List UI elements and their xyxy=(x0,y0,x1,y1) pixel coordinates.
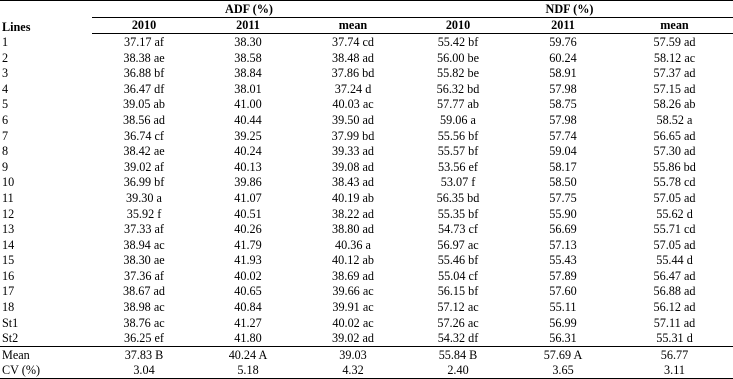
adf-2010-cell: 36.74 cf xyxy=(124,128,164,143)
ndf-mean-cell: 55.78 cd xyxy=(653,175,696,190)
line-label: 2 xyxy=(2,50,9,65)
adf-2011-cell: 40.44 xyxy=(234,112,262,127)
line-label: 18 xyxy=(2,300,15,315)
ndf-2011-cell: 57.74 xyxy=(549,128,577,143)
ndf-mean-cell: 56.88 ad xyxy=(653,284,696,299)
adf-mean-cell: 38.69 ad xyxy=(332,268,374,283)
ndf-mean-cell: 58.52 a xyxy=(656,112,693,127)
adf-2010-cell: 37.83 B xyxy=(92,347,196,363)
ndf-2011-cell: 58.50 xyxy=(549,175,577,190)
ndf-2011-cell: 59.04 xyxy=(549,144,577,159)
table-row xyxy=(0,50,733,66)
ndf-group-header: NDF (%) xyxy=(406,1,733,18)
line-label: 12 xyxy=(2,206,15,221)
adf-mean-cell: 38.22 ad xyxy=(332,206,374,221)
ndf-2010-cell: 57.77 ab xyxy=(437,97,479,112)
adf-2010-cell: 38.94 ac xyxy=(123,237,165,252)
table-row xyxy=(0,237,733,253)
lines-header: Lines xyxy=(0,1,92,34)
ndf-2010-cell: 55.35 bf xyxy=(437,206,479,221)
ndf-mean-cell: 56.77 xyxy=(616,347,733,363)
table-row xyxy=(0,97,733,113)
adf-2011-cell: 38.84 xyxy=(234,66,262,81)
ndf-2011-cell: 56.31 xyxy=(549,331,577,346)
adf-mean-cell: 39.50 ad xyxy=(332,112,374,127)
adf-2011-cell: 41.00 xyxy=(234,97,262,112)
line-label: 13 xyxy=(2,222,15,237)
line-label: 4 xyxy=(2,81,9,96)
ndf-2011-cell: 57.13 xyxy=(549,237,577,252)
table-row xyxy=(0,190,733,206)
ndf-mean-cell: 57.05 ad xyxy=(653,190,696,205)
adf-2010-cell: 38.56 ad xyxy=(123,112,165,127)
adf-2010-cell: 3.04 xyxy=(92,363,196,379)
table-row xyxy=(0,315,733,331)
line-label: St2 xyxy=(2,331,19,346)
ndf-2011-cell: 56.69 xyxy=(549,222,577,237)
table-row xyxy=(0,34,733,50)
ndf-2011-cell: 59.76 xyxy=(549,34,577,49)
adf-mean-cell: 39.08 ad xyxy=(332,159,374,174)
ndf-2011-cell: 57.98 xyxy=(549,112,577,127)
table-row xyxy=(0,65,733,81)
ndf-2011-cell: 55.90 xyxy=(549,206,577,221)
ndf-2011-cell: 57.60 xyxy=(549,284,577,299)
line-label: 16 xyxy=(2,268,15,283)
table-row xyxy=(0,81,733,97)
adf-2011-cell: 40.24 xyxy=(234,144,262,159)
ndf-mean-cell: 55.31 d xyxy=(656,331,693,346)
adf-mean-cell: 37.86 bd xyxy=(331,66,375,81)
ndf-2011-cell: 58.75 xyxy=(549,97,577,112)
ndf-2010-cell: 55.56 bf xyxy=(437,128,479,143)
adf-2010-cell: 38.98 ac xyxy=(123,300,165,315)
line-label: 3 xyxy=(2,66,9,81)
ndf-2011-cell: 60.24 xyxy=(549,50,577,65)
ndf-2011-cell: 57.98 xyxy=(549,81,577,96)
ndf-2010-cell: 56.00 be xyxy=(437,50,479,65)
ndf-mean-cell: 55.71 cd xyxy=(653,222,696,237)
ndf-mean-cell: 55.62 d xyxy=(656,206,693,221)
adf-2011-cell: 39.86 xyxy=(234,175,262,190)
adf-2011-cell: 40.65 xyxy=(234,284,262,299)
line-label: St1 xyxy=(2,315,19,330)
table-row xyxy=(0,206,733,222)
mean-row xyxy=(0,347,733,363)
line-label: 10 xyxy=(2,175,15,190)
adf-2010-cell: 36.88 bf xyxy=(123,66,165,81)
ndf-mean-header: mean xyxy=(616,17,733,34)
adf-mean-cell: 40.03 ac xyxy=(332,97,374,112)
ndf-2010-header: 2010 xyxy=(406,17,510,34)
table-row xyxy=(0,159,733,175)
table-body xyxy=(0,34,733,379)
ndf-2011-cell: 55.11 xyxy=(549,300,577,315)
adf-2010-cell: 39.30 a xyxy=(126,190,162,205)
line-label: CV (%) xyxy=(0,363,92,379)
adf-mean-cell: 40.36 a xyxy=(335,237,371,252)
adf-2010-cell: 38.67 ad xyxy=(123,284,165,299)
ndf-mean-cell: 57.11 ad xyxy=(653,315,696,330)
adf-2011-cell: 40.26 xyxy=(234,222,262,237)
ndf-2010-cell: 54.73 cf xyxy=(438,222,478,237)
table-row xyxy=(0,330,733,346)
ndf-2010-cell: 55.82 be xyxy=(437,66,479,81)
ndf-2010-cell: 55.46 bf xyxy=(437,253,479,268)
line-label: 14 xyxy=(2,237,15,252)
ndf-mean-cell: 3.11 xyxy=(616,363,733,379)
adf-2010-cell: 39.05 ab xyxy=(123,97,165,112)
ndf-mean-cell: 56.12 ad xyxy=(653,300,696,315)
line-label: 5 xyxy=(2,97,9,112)
ndf-2011-cell: 58.17 xyxy=(549,159,577,174)
table-row xyxy=(0,284,733,300)
adf-2011-cell: 41.93 xyxy=(234,253,262,268)
ndf-mean-cell: 55.86 bd xyxy=(653,159,696,174)
adf-2011-cell: 40.24 A xyxy=(196,347,300,363)
table-row xyxy=(0,143,733,159)
adf-mean-cell: 40.02 ac xyxy=(332,315,374,330)
line-label: 1 xyxy=(2,34,9,49)
table-row xyxy=(0,299,733,315)
table-row xyxy=(0,128,733,144)
ndf-mean-cell: 57.59 ad xyxy=(653,34,696,49)
adf-2011-cell: 39.25 xyxy=(234,128,262,143)
adf-2011-cell: 41.80 xyxy=(234,331,262,346)
ndf-2010-cell: 2.40 xyxy=(406,363,510,379)
adf-2011-cell: 38.01 xyxy=(234,81,262,96)
ndf-mean-cell: 57.05 ad xyxy=(653,237,696,252)
ndf-2010-cell: 55.42 bf xyxy=(437,34,479,49)
ndf-2011-cell: 57.89 xyxy=(549,268,577,283)
line-label: 9 xyxy=(2,159,9,174)
ndf-2010-cell: 59.06 a xyxy=(440,112,476,127)
table-row xyxy=(0,268,733,284)
ndf-mean-cell: 56.47 ad xyxy=(653,268,696,283)
adf-2010-cell: 37.17 af xyxy=(124,34,164,49)
line-label: 15 xyxy=(2,253,15,268)
adf-2010-cell: 36.25 ef xyxy=(124,331,164,346)
adf-2011-cell: 41.79 xyxy=(234,237,262,252)
adf-group-header: ADF (%) xyxy=(92,1,406,18)
ndf-2010-cell: 55.04 cf xyxy=(438,268,478,283)
ndf-mean-cell: 57.15 ad xyxy=(653,81,696,96)
table-row xyxy=(0,221,733,237)
ndf-mean-cell: 58.26 ab xyxy=(653,97,696,112)
adf-mean-cell: 4.32 xyxy=(300,363,406,379)
ndf-2010-cell: 56.35 bd xyxy=(436,190,480,205)
adf-2011-cell: 40.13 xyxy=(234,159,262,174)
adf-2010-cell: 37.33 af xyxy=(124,222,164,237)
ndf-2010-cell: 56.15 bf xyxy=(437,284,479,299)
line-label: 7 xyxy=(2,128,9,143)
ndf-2011-cell: 56.99 xyxy=(549,315,577,330)
table-header xyxy=(0,1,733,34)
ndf-mean-cell: 58.12 ac xyxy=(653,50,696,65)
line-label: 8 xyxy=(2,144,9,159)
ndf-2010-cell: 56.97 ac xyxy=(437,237,479,252)
adf-mean-cell: 39.33 ad xyxy=(332,144,374,159)
adf-2011-cell: 38.58 xyxy=(234,50,262,65)
adf-2011-header: 2011 xyxy=(196,17,300,34)
ndf-2010-cell: 56.32 bd xyxy=(436,81,480,96)
adf-2010-cell: 35.92 f xyxy=(126,206,162,221)
adf-2010-cell: 36.47 df xyxy=(123,81,165,96)
line-label: 11 xyxy=(2,190,14,205)
ndf-mean-cell: 57.30 ad xyxy=(653,144,696,159)
table-row xyxy=(0,175,733,191)
table-row xyxy=(0,112,733,128)
adf-mean-cell: 38.80 ad xyxy=(332,222,374,237)
adf-mean-cell: 37.99 bd xyxy=(331,128,375,143)
ndf-2011-cell: 3.65 xyxy=(510,363,616,379)
line-label: 17 xyxy=(2,284,15,299)
table-row xyxy=(0,253,733,269)
ndf-2011-cell: 57.75 xyxy=(549,190,577,205)
ndf-2010-cell: 57.12 ac xyxy=(437,300,479,315)
adf-mean-cell: 38.43 ad xyxy=(332,175,374,190)
adf-mean-cell: 38.48 ad xyxy=(332,50,374,65)
adf-mean-cell: 40.19 ab xyxy=(332,190,374,205)
cv-row xyxy=(0,363,733,379)
adf-2010-cell: 39.02 af xyxy=(124,159,164,174)
adf-2010-header: 2010 xyxy=(92,17,196,34)
line-label: Mean xyxy=(0,347,92,363)
ndf-2011-header: 2011 xyxy=(510,17,616,34)
ndf-2010-cell: 55.84 B xyxy=(406,347,510,363)
ndf-2010-cell: 55.57 bf xyxy=(437,144,479,159)
ndf-2010-cell: 57.26 ac xyxy=(437,315,479,330)
adf-mean-cell: 40.12 ab xyxy=(332,253,374,268)
adf-mean-cell: 39.02 ad xyxy=(332,331,374,346)
ndf-2010-cell: 54.32 df xyxy=(437,331,479,346)
ndf-mean-cell: 57.37 ad xyxy=(653,66,696,81)
ndf-2011-cell: 58.91 xyxy=(549,66,577,81)
adf-2010-cell: 38.76 ac xyxy=(123,315,165,330)
adf-2010-cell: 38.42 ae xyxy=(123,144,165,159)
ndf-2010-cell: 53.07 f xyxy=(440,175,476,190)
adf-mean-cell: 37.24 d xyxy=(334,81,372,96)
adf-2010-cell: 38.38 ae xyxy=(123,50,165,65)
adf-2011-cell: 40.51 xyxy=(234,206,262,221)
adf-2011-cell: 5.18 xyxy=(196,363,300,379)
adf-2011-cell: 38.30 xyxy=(234,34,262,49)
adf-mean-cell: 39.66 ac xyxy=(332,284,374,299)
ndf-mean-cell: 56.65 ad xyxy=(653,128,696,143)
ndf-mean-cell: 55.44 d xyxy=(656,253,693,268)
ndf-2011-cell: 57.69 A xyxy=(510,347,616,363)
ndf-2011-cell: 55.43 xyxy=(549,253,577,268)
adf-2011-cell: 41.07 xyxy=(234,190,262,205)
adf-mean-cell: 39.91 ac xyxy=(332,300,374,315)
adf-mean-header: mean xyxy=(300,17,406,34)
adf-2011-cell: 41.27 xyxy=(234,315,262,330)
adf-2011-cell: 40.02 xyxy=(234,268,262,283)
adf-mean-cell: 39.03 xyxy=(300,347,406,363)
adf-2010-cell: 37.36 af xyxy=(124,268,164,283)
adf-mean-cell: 37.74 cd xyxy=(332,34,374,49)
adf-2010-cell: 38.30 ae xyxy=(123,253,165,268)
ndf-2010-cell: 53.56 ef xyxy=(438,159,478,174)
adf-2010-cell: 36.99 bf xyxy=(123,175,165,190)
adf-2011-cell: 40.84 xyxy=(234,300,262,315)
line-label: 6 xyxy=(2,112,9,127)
